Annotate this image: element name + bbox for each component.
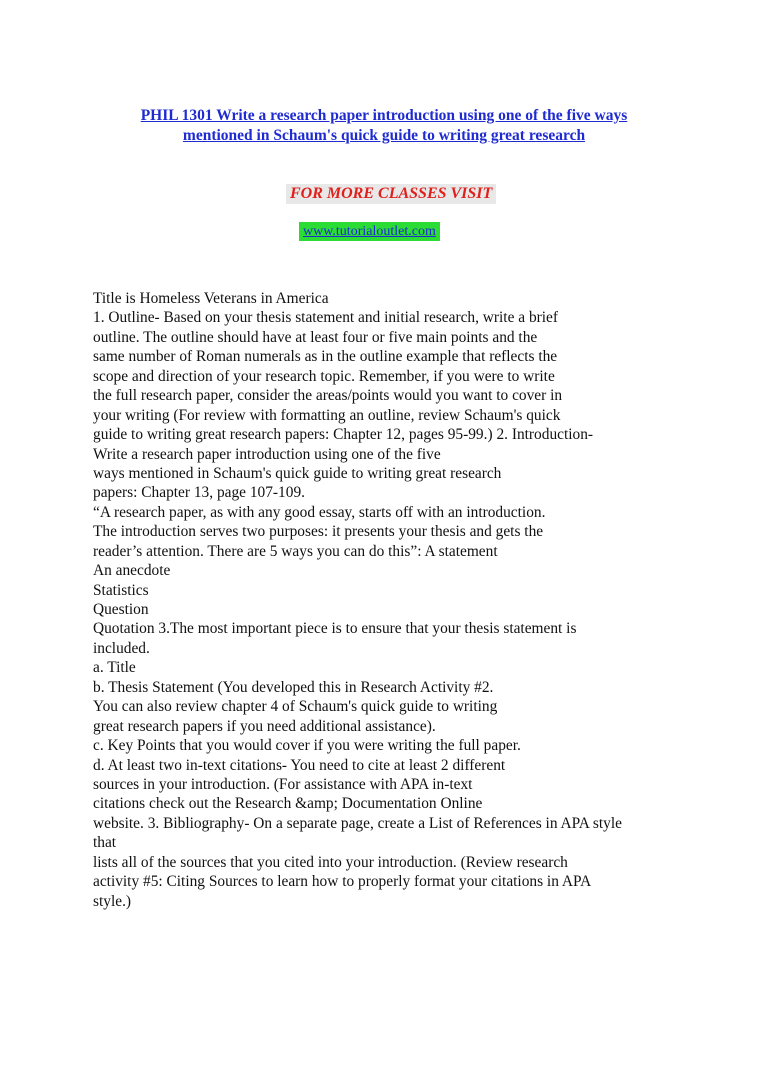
body-line: lists all of the sources that you cited into your introduction. (Review research bbox=[93, 853, 568, 871]
body-line: included. bbox=[93, 639, 150, 657]
body-line: c. Key Points that you would cover if you were writing the full paper. bbox=[93, 737, 521, 755]
promo-heading: FOR MORE CLASSES VISIT bbox=[286, 184, 496, 204]
body-line: sources in your introduction. (For assistance with APA in-text bbox=[93, 775, 473, 793]
body-line: Question bbox=[93, 601, 149, 618]
body-line: Statistics bbox=[93, 581, 149, 599]
body-line: reader’s attention. There are 5 ways you can do this”: A statement bbox=[93, 542, 498, 560]
body-line: ways mentioned in Schaum's quick guide to writing great research bbox=[93, 464, 502, 482]
document-title-line-2[interactable]: mentioned in Schaum's quick guide to writing great research bbox=[182, 127, 586, 144]
body-line: d. At least two in-text citations- You need to cite at least 2 different bbox=[93, 756, 506, 774]
body-line: outline. The outline should have at least four or five main points and the bbox=[93, 328, 538, 346]
body-line: An anecdote bbox=[93, 562, 171, 580]
body-line: You can also review chapter 4 of Schaum's quick guide to writing bbox=[93, 698, 498, 716]
body-line: papers: Chapter 13, page 107-109. bbox=[93, 484, 305, 502]
body-line: 1. Outline- Based on your thesis statement and initial research, write a brief bbox=[93, 309, 558, 327]
body-line: activity #5: Citing Sources to learn how to properly format your citations in APA bbox=[93, 873, 592, 891]
body-line: scope and direction of your research topic. Remember, if you were to write bbox=[93, 367, 555, 385]
body-line: Title is Homeless Veterans in America bbox=[93, 290, 329, 307]
body-line: The introduction serves two purposes: it presents your thesis and gets the bbox=[93, 523, 544, 541]
body-line: same number of Roman numerals as in the outline example that reflects the bbox=[93, 348, 558, 366]
body-line: website. 3. Bibliography- On a separate page, create a List of References in APA style bbox=[93, 814, 622, 832]
body-line: the full research paper, consider the areas/points would you want to cover in bbox=[93, 387, 563, 405]
document-body bbox=[93, 289, 688, 911]
body-line: guide to writing great research papers: Chapter 12, pages 95-99.) 2. Introduction- bbox=[93, 426, 594, 444]
body-line: a. Title bbox=[93, 659, 136, 677]
body-line: style.) bbox=[93, 892, 132, 910]
document-title[interactable] bbox=[96, 106, 672, 146]
body-line: great research papers if you need additional assistance). bbox=[93, 717, 436, 735]
document-title-line-1[interactable]: PHIL 1301 Write a research paper introduction using one of the five ways bbox=[140, 107, 628, 124]
body-line: your writing (For review with formatting an outline, review Schaum's quick bbox=[93, 406, 561, 424]
body-line: Quotation 3.The most important piece is to ensure that your thesis statement is bbox=[93, 620, 577, 638]
body-line: b. Thesis Statement (You developed this in Research Activity #2. bbox=[93, 678, 494, 696]
promo-link[interactable]: www.tutorialoutlet.com bbox=[299, 222, 440, 241]
body-line: “A research paper, as with any good essay, starts off with an introduction. bbox=[93, 503, 546, 521]
body-line: citations check out the Research &amp; Documentation Online bbox=[93, 795, 483, 813]
body-line: Write a research paper introduction using one of the five bbox=[93, 445, 441, 463]
body-line: that bbox=[93, 834, 117, 852]
